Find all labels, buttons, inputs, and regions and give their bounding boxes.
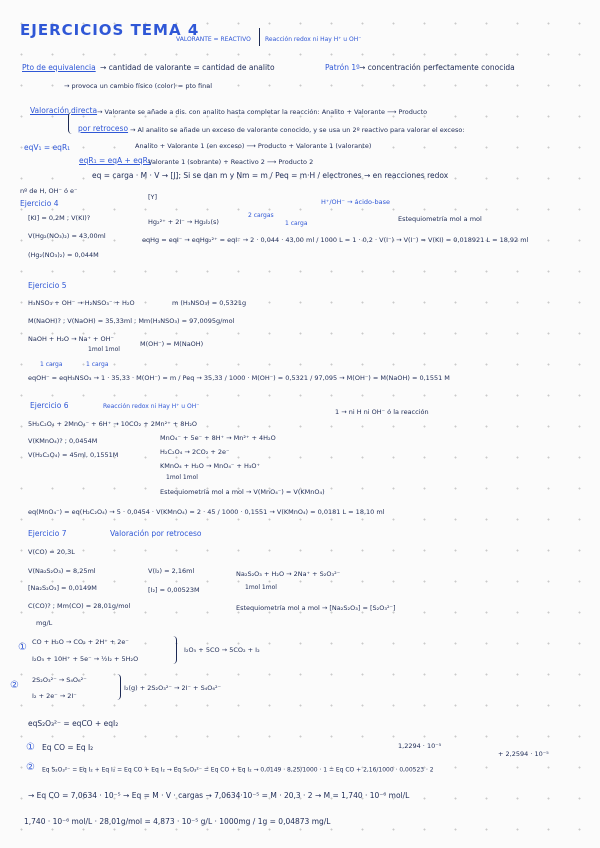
ex4-stoichiometry: Estequiometría mol a mol (398, 215, 482, 223)
step-2-marker: ② (10, 680, 19, 691)
def-equivalence-text: → cantidad de valorante = cantidad de analito (100, 63, 275, 72)
ex4-reaction: Hg₂²⁺ + 2I⁻ → Hg₂I₂(s) (148, 218, 219, 226)
ex7-partial-value: 1,2294 · 10⁻⁵ (398, 742, 442, 750)
ex5-reaction: H₃NSO₃ + OH⁻ → H₂NSO₃⁻ + H₂O (28, 299, 135, 307)
ex7-half-iodine: I₂ + 2e⁻ → 2I⁻ (32, 692, 77, 700)
ex7-volume-thiosulfate: V(Na₂S₂O₃) = 8,25ml (28, 567, 96, 575)
ex7-stoichiometry: Estequiometría mol a mol → [Na₂S₂O₃] = [S₂O₃²⁻] (236, 604, 396, 612)
def-eq-r1: eqR₁ = eqA + eqR₂ (79, 156, 151, 165)
title-equation: VALORANTE = REACTIVO (176, 36, 251, 43)
ex6-moles: 1mol 1mol (166, 474, 198, 481)
ex7-overall-1: I₂O₅ + 5CO → 5CO₂ + I₂ (184, 646, 260, 654)
title-subtitle: Reacción redox ni Hay H⁺ u OH⁻ (265, 36, 362, 43)
ex5-data: M(NaOH)? ; V(NaOH) = 35,33ml ; Mm(H₃NSO₃) = 97,0095g/mol (28, 317, 235, 325)
ex5-note-carga-2: 1 carga (86, 361, 109, 368)
step-2-brace (116, 674, 121, 700)
ex7-half-thiosulfate: 2S₂O₃²⁻ → S₄O₆²⁻ (32, 676, 87, 684)
def-equivalence-heading: Pto de equivalencia (22, 63, 96, 72)
def-primary-standard-text: → concentración perfectamente conocida (359, 63, 515, 72)
ex7-equivalents-sum: eqS₂O₃²⁻ = eqCO + eqI₂ (28, 719, 119, 728)
def-end-point: → provoca un cambio físico (color) = pto final (64, 82, 213, 90)
def-back-heading: por retroceso (78, 124, 129, 133)
ex5-mass: m (H₃NSO₃) = 0,5321g (172, 299, 247, 307)
ex7-final-concentration: 1,740 · 10⁻⁶ mol/L · 28,01g/mol = 4,873 · 10⁻⁵ g/L · 1000mg / 1g = 0,04873 mg/L (24, 817, 331, 826)
ex4-solution: eqHg = eqI⁻ → eqHg₂²⁺ = eqI⁻ → 2 · 0,044 · 43,00 ml / 1000 L = 1 · 0,2 · V(I⁻) → V(I⁻) = V(KI) = 0,018921 L = 18,92 ml (142, 236, 529, 244)
ex5-footnote: 1 → ni H ni OH⁻ ó la reacción (335, 408, 429, 416)
def-back-step1: Analito + Valorante 1 (en exceso) ⟶ Producto + Valorante 1 (valorante) (135, 142, 372, 150)
ex7-volume-co: V(CO) = 20,3L (28, 548, 75, 556)
ex7-result-1: Eq CO = Eq I₂ (42, 743, 94, 752)
result-2-marker: ② (26, 762, 35, 773)
ex6-reaction: 5H₂C₂O₄ + 2MnO₄⁻ + 6H⁺ → 10CO₂ + 2Mn²⁺ + 8H₂O (28, 420, 198, 428)
ex6-data-kmno4: V(KMnO₄)? ; 0,0454M (28, 437, 98, 445)
def-concentration-note: [Y] (148, 193, 158, 201)
def-titration-heading: Valoración (30, 106, 70, 115)
ex6-solution: eq(MnO₄⁻) = eq(H₂C₂O₄) → 5 · 0,0454 · V(KMnO₄) = 2 · 45 / 1000 · 0,1551 → V(KMnO₄) = 0,0181 L = 18,10 ml (28, 508, 385, 516)
def-eq-v1: eqV₁ = eqR₁ (24, 143, 71, 152)
titration-brace (68, 112, 73, 134)
def-acid-base-note: H⁺/OH⁻ → ácido-base (321, 198, 390, 206)
ex4-note-1-charge: 1 carga (285, 220, 308, 227)
ex7-overall-2: I₂(g) + 2S₂O₃²⁻ → 2I⁻ + S₄O₆²⁻ (124, 684, 222, 692)
ex5-molarity-equal: M(OH⁻) = M(NaOH) (140, 340, 204, 348)
exercise-7-heading: Ejercicio 7 (28, 529, 67, 538)
ex7-half-co: CO + H₂O → CO₂ + 2H⁺ + 2e⁻ (32, 638, 129, 646)
ex4-note-2-charges: 2 cargas (248, 212, 274, 219)
step-1-brace (172, 636, 177, 664)
ex4-data-volume: V(Hg₂(NO₃)₂) = 43,00ml (28, 232, 106, 240)
ex5-dissociation: NaOH + H₂O → Na⁺ + OH⁻ (28, 335, 114, 343)
ex7-conc-thiosulfate: [Na₂S₂O₃] = 0,0149M (28, 584, 97, 592)
ex7-volume-iodine: V(I₂) = 2,16ml (148, 567, 195, 575)
ex4-data-ki: [KI] = 0,2M ; V(KI)? (28, 214, 91, 222)
ex5-note-carga-1: 1 carga (40, 361, 63, 368)
ex6-dissociation: KMnO₄ + H₂O → MnO₄⁻ + H₃O⁺ (160, 462, 260, 470)
ex6-half-reduction: MnO₄⁻ + 5e⁻ + 8H⁺ → Mn²⁺ + 4H₂O (160, 434, 276, 442)
ex6-data-oxalic: V(H₂C₂O₄) = 45ml, 0,1551M (28, 451, 119, 459)
exercise-5-heading: Ejercicio 5 (28, 281, 67, 290)
def-primary-standard-heading: Patrón 1º (325, 63, 360, 72)
page-title: EJERCICIOS TEMA 4 (20, 21, 200, 39)
ex7-half-i2o5: I₂O₅ + 10H⁺ + 5e⁻ → ½I₂ + 5H₂O (32, 655, 139, 663)
def-direct-heading: directa (71, 106, 98, 115)
result-1-marker: ① (26, 742, 35, 753)
def-charge-note: nº de H, OH⁻ ó e⁻ (20, 187, 78, 195)
def-direct-text: → Valorante se añade a dis. con analito hasta completar la reacción: Analito + Valorante ⟶ Producto (97, 108, 428, 116)
step-1-marker: ① (18, 642, 27, 653)
def-back-text: → Al analito se añade un exceso de valorante conocido, y se usa un 2º reactivo para valorar el exceso: (130, 126, 465, 134)
ex5-solution: eqOH⁻ = eqH₃NSO₃ → 1 · 35,33 · M(OH⁻) = m / Peq → 35,33 / 1000 · M(OH⁻) = 0,5321 / 97,095 → M(OH⁻) = M(NaOH) = 0,1551 M (28, 374, 450, 382)
exercise-7-subtitle: Valoración por retroceso (110, 529, 202, 538)
ex4-data-concentration: (Hg₂(NO₃)₂) = 0,044M (28, 251, 99, 259)
def-equivalents-formula: eq = carga · M · V → [J]; Si se dan m y Nm = m / Peq = m·H / electrones → en reacciones redox (92, 171, 449, 180)
exercise-6-heading: Ejercicio 6 (30, 401, 69, 410)
ex7-partial-iodine: + 2,2594 · 10⁻⁵ (498, 750, 549, 758)
exercise-6-subtitle: Reacción redox ni Hay H⁺ u OH⁻ (103, 403, 200, 410)
ex7-question: C(CO)? ; Mm(CO) = 28,01g/mol (28, 602, 131, 610)
ex7-molarity: → Eq CO = 7,0634 · 10⁻⁵ → Eq = M · V · cargas → 7,0634·10⁻⁵ = M · 20,3 · 2 → M = 1,740 · 10⁻⁶ mol/L (28, 791, 410, 800)
ex6-stoichiometry: Estequiometría mol a mol → V(MnO₄⁻) = V(KMnO₄) (160, 488, 325, 496)
ex7-result-2: Eq S₂O₃²⁻ = Eq I₂ + Eq I₂ = Eq CO + Eq I₂ → Eq S₂O₃²⁻ = Eq CO + Eq I₂ → 0,0149 · 8,25/1000 · 1 = Eq CO + 2,16/1000 · 0,00523 · 2 (42, 766, 434, 774)
ex7-dissociation: Na₂S₂O₃ + H₂O → 2Na⁺ + S₂O₃²⁻ (236, 570, 341, 578)
ex5-moles: 1mol 1mol (88, 346, 120, 353)
ex7-units: mg/L (36, 619, 53, 627)
ex7-moles: 1mol 1mol (245, 584, 277, 591)
ex6-half-oxidation: H₂C₂O₄ → 2CO₂ + 2e⁻ (160, 448, 230, 456)
def-back-step2: Valorante 1 (sobrante) + Reactivo 2 ⟶ Producto 2 (148, 158, 314, 166)
ex7-conc-iodine: [I₂] = 0,00523M (148, 586, 200, 594)
exercise-4-heading: Ejercicio 4 (20, 199, 59, 208)
title-divider (259, 28, 260, 46)
